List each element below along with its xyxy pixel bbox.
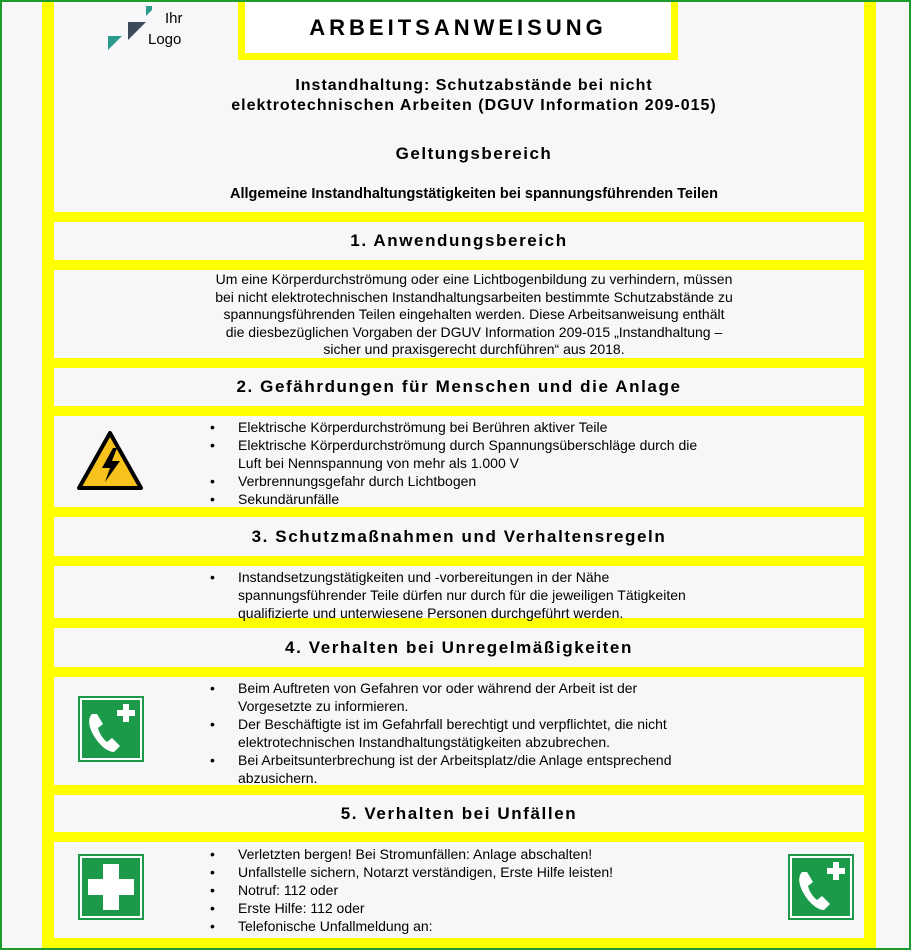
paragraph-line: bei nicht elektrotechnischen Instandhaltungsarbeiten bestimmte Schutzabstände zu [215, 288, 733, 305]
section-heading-text: 1. Anwendungsbereich [350, 231, 568, 250]
yellow-band [42, 507, 876, 517]
section-heading-text: 5. Verhalten bei Unfällen [340, 803, 578, 823]
high-voltage-warning-icon [76, 430, 144, 492]
list-item: • Verletzten bergen! Bei Stromunfällen: Anlage abschalten! [210, 845, 770, 863]
section-heading-text: 3. Schutzmaßnahmen und Verhaltensregeln [251, 526, 667, 546]
section-4-bullets [210, 679, 830, 787]
scope-heading: Geltungsbereich [395, 144, 553, 163]
yellow-band [42, 358, 876, 368]
yellow-border-left [42, 2, 54, 948]
scope-text: Allgemeine Instandhaltungstätigkeiten bei spannungsführenden Teilen [230, 186, 718, 202]
document-subtitle [54, 76, 894, 116]
section-heading-text: 4. Verhalten bei Unregelmäßigkeiten [285, 637, 633, 657]
yellow-band [42, 938, 876, 948]
section-1-body [54, 271, 894, 359]
list-item: • Elektrische Körperdurchströmung bei Berühren aktiver Teile [210, 418, 830, 436]
section-3-heading [54, 517, 864, 556]
title-box [238, 2, 678, 60]
section-heading-text: 2. Gefährdungen für Menschen und die Anlage [236, 377, 682, 396]
document-title: ARBEITSANWEISUNG [309, 14, 607, 40]
list-item: • Telefonische Unfallmeldung an: [210, 917, 770, 935]
paragraph-line: die diesbezüglichen Vorgaben der DGUV Information 209-015 „Instandhaltung – [225, 323, 723, 340]
yellow-band [42, 556, 876, 566]
section-2-bullets [210, 418, 830, 508]
list-item: • Bei Arbeitsunterbrechung ist der Arbeitsplatz/die Anlage entsprechend abzusichern. [210, 751, 830, 787]
list-item: • Der Beschäftigte ist im Gefahrfall berechtigt und verpflichtet, die nicht elektrotechnischen Instandhaltungstätigkeiten abzubrechen. [210, 715, 830, 751]
yellow-band [42, 667, 876, 677]
emergency-phone-icon [78, 696, 144, 762]
list-item: • Erste Hilfe: 112 oder [210, 899, 770, 917]
section-4-heading [54, 628, 864, 667]
list-item: • Unfallstelle sichern, Notarzt verständigen, Erste Hilfe leisten! [210, 863, 770, 881]
section-1-heading [54, 222, 864, 260]
yellow-band [42, 832, 876, 842]
list-item: • Beim Auftreten von Gefahren vor oder während der Arbeit ist der Vorgesetzte zu informieren. [210, 679, 830, 715]
section-3-bullets [210, 568, 830, 622]
section-5-bullets [210, 845, 770, 935]
logo-text-line2: Logo [148, 31, 182, 48]
list-item: • Notruf: 112 oder [210, 881, 770, 899]
yellow-band [42, 260, 876, 270]
list-item: • Instandsetzungstätigkeiten und -vorbereitungen in der Nähe spannungsführender Teile dürfen nur durch für die jeweiligen Tätigkeiten qualifizierte und unterwiesene Personen durchgeführt werden. [210, 568, 830, 622]
list-item: • Verbrennungsgefahr durch Lichtbogen [210, 472, 830, 490]
section-5-heading [54, 795, 864, 832]
yellow-band [42, 406, 876, 416]
paragraph-line: Um eine Körperdurchströmung oder eine Lichtbogenbildung zu verhindern, müssen [215, 271, 733, 287]
emergency-phone-icon [788, 854, 854, 920]
section-2-heading [54, 368, 864, 406]
list-item: • Sekundärunfälle [210, 490, 830, 508]
paragraph-line: spannungsführenden Teilen eingehalten werden. Diese Arbeitsanweisung enthält [223, 306, 725, 322]
subtitle-line: Instandhaltung: Schutzabstände bei nicht [295, 77, 653, 94]
company-logo [108, 6, 198, 54]
subtitle-line: elektrotechnischen Arbeiten (DGUV Information 209-015) [231, 97, 717, 114]
yellow-band [42, 212, 876, 222]
logo-text-line1: Ihr [165, 10, 183, 27]
paragraph-line: sicher und praxisgerecht durchführen“ aus 2018. [323, 341, 625, 357]
first-aid-cross-icon [78, 854, 144, 920]
list-item: • Elektrische Körperdurchströmung durch Spannungsüberschläge durch die Luft bei Nennspannung von mehr als 1.000 V [210, 436, 830, 472]
logo-mark-icon [108, 6, 152, 52]
